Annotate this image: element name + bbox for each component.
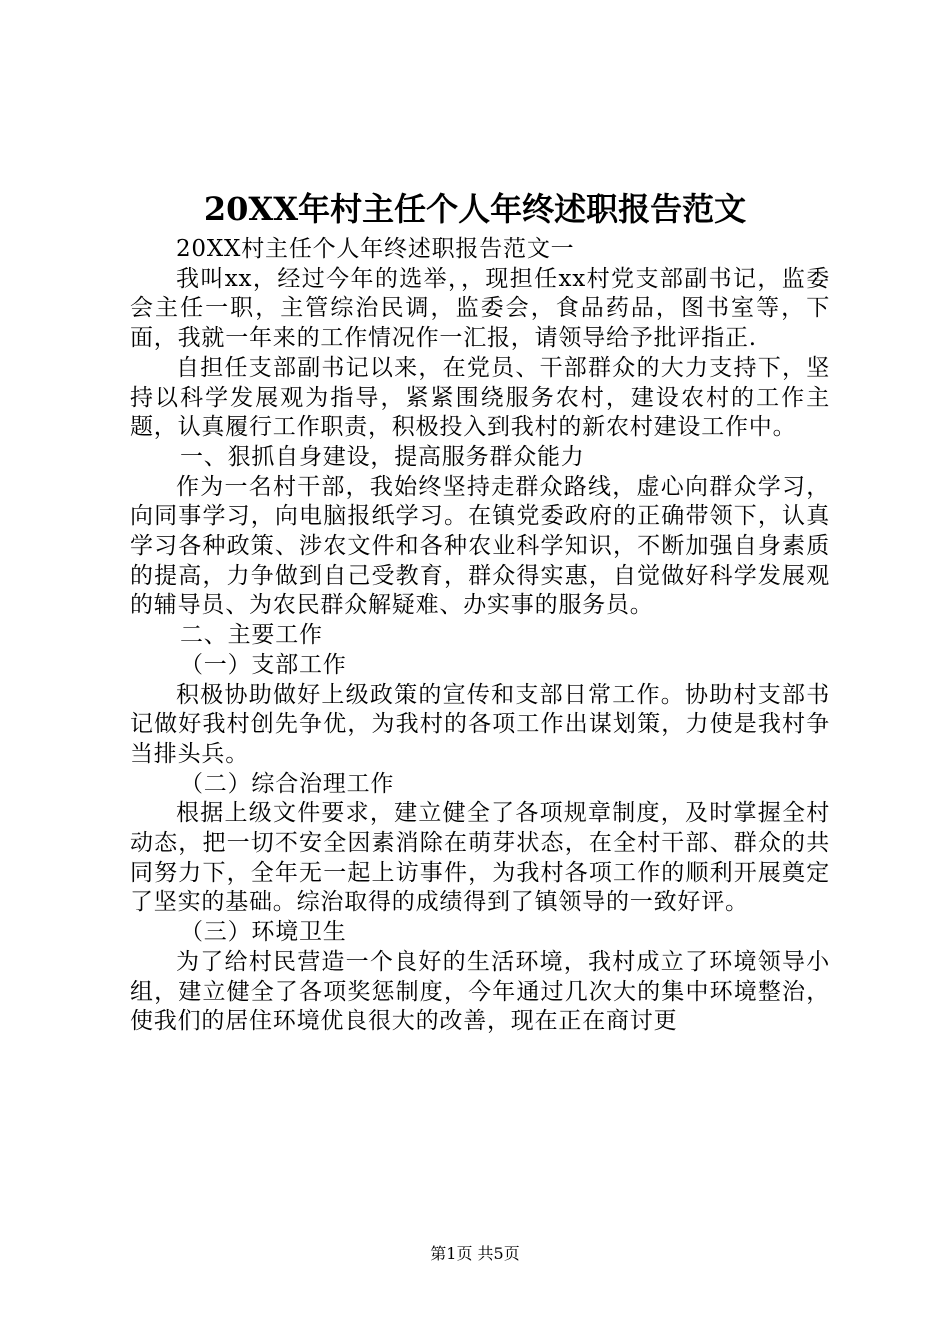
subsection-heading: （一）支部工作 <box>180 651 347 678</box>
page-footer: 第1页 共5页 <box>430 1244 520 1263</box>
document-body <box>130 235 830 1037</box>
document-title: 20XX年村主任个人年终述职报告范文 <box>203 190 747 228</box>
section-heading: 二、主要工作 <box>180 622 323 649</box>
paragraph: 我叫xx，经过今年的选举，，现担任xx村党支部副书记，监委会主任一职，主管综治民调，监委会，食品药品，图书室等，下面，我就一年来的工作情况作一汇报，请领导给予批评指正. <box>130 265 830 352</box>
subsection-heading: （二）综合治理工作 <box>180 770 395 797</box>
paragraph-subtitle: 20XX村主任个人年终述职报告范文一 <box>176 236 575 262</box>
paragraph: 作为一名村干部，我始终坚持走群众路线，虚心向群众学习，向同事学习，向电脑报纸学习。在镇党委政府的正确带领下，认真学习各种政策、涉农文件和各种农业科学知识，不断加强自身素质的提高，力争做到自己受教育，群众得实惠，自觉做好科学发展观的辅导员、为农民群众解疑难、办实事的服务员。 <box>130 473 830 619</box>
paragraph: 自担任支部副书记以来，在党员、干部群众的大力支持下，坚持以科学发展观为指导，紧紧围绕服务农村，建设农村的工作主题，认真履行工作职责，积极投入到我村的新农村建设工作中。 <box>130 354 830 441</box>
paragraph: 为了给村民营造一个良好的生活环境，我村成立了环境领导小组，建立健全了各项奖惩制度，今年通过几次大的集中环境整治，使我们的居住环境优良很大的改善，现在正在商讨更 <box>130 948 830 1035</box>
paragraph: 根据上级文件要求，建立健全了各项规章制度，及时掌握全村动态，把一切不安全因素消除在萌芽状态，在全村干部、群众的共同努力下，全年无一起上访事件，为我村各项工作的顺利开展奠定了坚实的基础。综治取得的成绩得到了镇领导的一致好评。 <box>130 800 830 916</box>
subsection-heading: （三）环境卫生 <box>180 919 347 946</box>
paragraph: 积极协助做好上级政策的宣传和支部日常工作。协助村支部书记做好我村创先争优，为我村的各项工作出谋划策，力使是我村争当排头兵。 <box>130 681 830 767</box>
section-heading: 一、狠抓自身建设，提高服务群众能力 <box>180 443 585 470</box>
